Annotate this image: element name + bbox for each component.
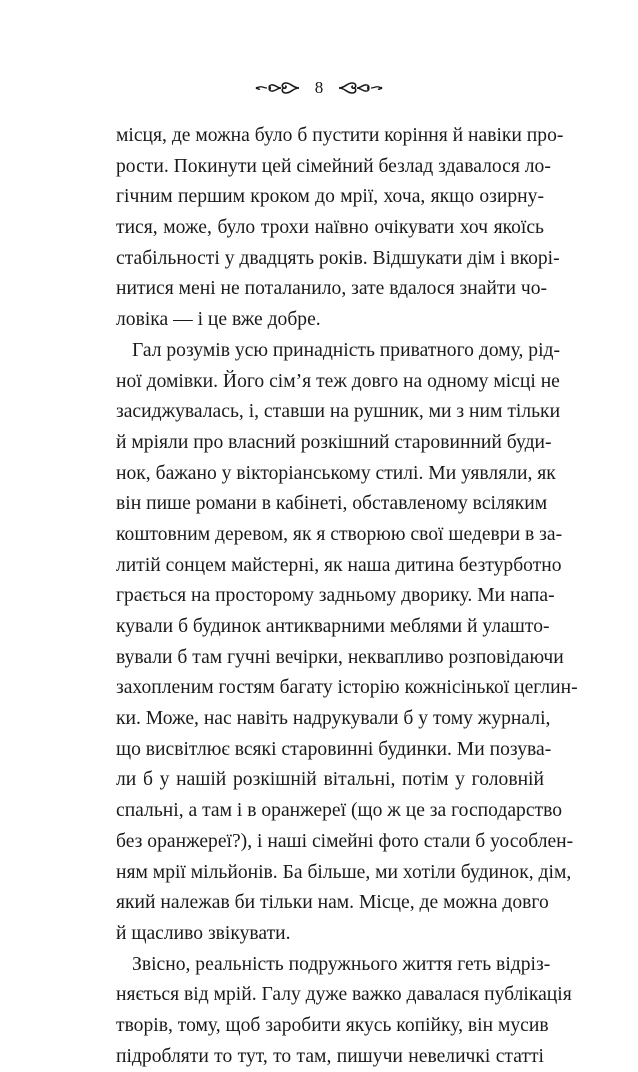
text-line: й щасливо звікувати.: [116, 922, 291, 944]
text-line: й мріяли про власний розкішний старовинний буди-: [116, 431, 552, 453]
page-number: 8: [314, 78, 324, 97]
text-line: грається на просторому задньому дворику. Ми напа-: [116, 585, 555, 607]
text-line: без оранжереї?), і наші сімейні фото стали б уособлен-: [116, 830, 574, 852]
text-line: ли б у нашій розкішній вітальні, потім у головній: [116, 769, 544, 791]
text-line: ням мрії мільйонів. Ба більше, ми хотіли будинок, дім,: [116, 861, 572, 883]
text-line: творів, тому, щоб заробити якусь копійку, він мусив: [116, 1014, 549, 1036]
text-line: няється від мрій. Галу дуже важко давалася публікація: [116, 984, 572, 1006]
text-line: місця, де можна було б пустити коріння й навіки про-: [116, 125, 564, 146]
text-line: рости. Покинути цей сімейний безлад здавалося ло-: [116, 155, 551, 177]
text-line: нитися мені не поталанило, зате вдалося знайти чо-: [116, 278, 548, 300]
text-line: що висвітлює всякі старовинні будинки. Ми позува-: [116, 738, 552, 760]
text-line: вували б там гучні вечірки, неквапливо розповідаючи: [116, 646, 564, 668]
text-line: захопленим гостям багату історію кожнісінької цеглин-: [116, 677, 578, 699]
page-header: [0, 78, 638, 98]
text-line: кували б будинок антикварними меблями й улашто-: [116, 616, 550, 637]
text-line: ки. Може, нас навіть надрукували б у тому журналі,: [116, 708, 551, 730]
text-line: він пише романи в кабінеті, обставленому всіляким: [116, 493, 548, 515]
text-line: гічним першим кроком до мрії, хоча, якщо озирну-: [116, 186, 544, 208]
text-line: нок, бажано у вікторіанському стилі. Ми уявляли, як: [116, 462, 556, 484]
text-line: спальні, а там і в оранжереї (що ж це за господарство: [116, 800, 563, 822]
text-line: стабільності у двадцять років. Відшукати дім і вкорі-: [116, 247, 560, 269]
text-line: ловіка — і це вже добре.: [116, 309, 321, 331]
text-line: тися, може, було трохи наївно очікувати хоч якоїсь: [116, 217, 544, 239]
text-line: Звісно, реальність подружнього життя геть відріз-: [132, 953, 551, 975]
body-text: [116, 121, 578, 1072]
scroll-ornament-icon: [255, 79, 301, 97]
text-line: підробляти то тут, то там, пишучи невеличкі статті: [116, 1045, 544, 1067]
text-line: засиджувалась, і, ставши на рушник, ми з ним тільки: [116, 401, 561, 423]
text-line: Гал розумів усю принадність приватного дому, рід-: [132, 339, 561, 361]
scroll-ornament-icon: [337, 79, 383, 97]
text-line: литій сонцем майстерні, як наша дитина безтурботно: [116, 554, 562, 576]
text-line: ної домівки. Його сім’я теж довго на одному місці не: [116, 370, 560, 392]
text-line: коштовним деревом, як я створюю свої шедеври в за-: [116, 523, 563, 545]
text-line: який належав би тільки нам. Місце, де можна довго: [116, 892, 549, 914]
